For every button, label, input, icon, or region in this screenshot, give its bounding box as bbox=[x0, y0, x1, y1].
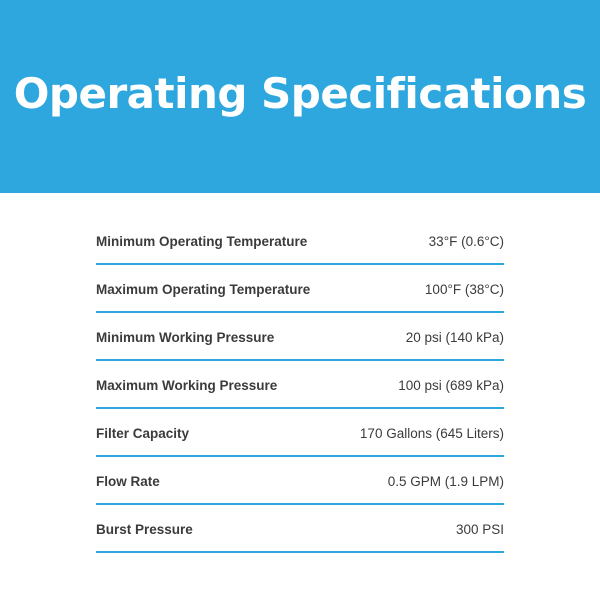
spec-value: 170 Gallons (645 Liters) bbox=[359, 426, 504, 441]
header-banner bbox=[0, 0, 600, 193]
spec-label: Maximum Working Pressure bbox=[96, 378, 278, 393]
spec-label: Maximum Operating Temperature bbox=[96, 282, 311, 297]
spec-label: Flow Rate bbox=[96, 474, 160, 489]
spec-label: Burst Pressure bbox=[96, 522, 193, 537]
spec-label: Minimum Working Pressure bbox=[96, 330, 275, 345]
spec-label: Minimum Operating Temperature bbox=[96, 234, 308, 249]
spec-row-min-operating-temp bbox=[96, 218, 504, 265]
spec-row-max-working-pressure bbox=[96, 362, 504, 409]
spec-row-burst-pressure bbox=[96, 506, 504, 553]
spec-label: Filter Capacity bbox=[96, 426, 190, 441]
spec-table bbox=[96, 218, 504, 553]
spec-value: 100 psi (689 kPa) bbox=[398, 378, 504, 393]
spec-row-min-working-pressure bbox=[96, 314, 504, 361]
spec-value: 100°F (38°C) bbox=[424, 282, 504, 297]
spec-row-flow-rate bbox=[96, 458, 504, 505]
spec-value: 300 PSI bbox=[455, 522, 504, 537]
spec-value: 0.5 GPM (1.9 LPM) bbox=[387, 474, 504, 489]
page-title: Operating Specifications bbox=[13, 69, 587, 118]
spec-row-filter-capacity bbox=[96, 410, 504, 457]
spec-row-max-operating-temp bbox=[96, 266, 504, 313]
spec-value: 20 psi (140 kPa) bbox=[405, 330, 504, 345]
spec-value: 33°F (0.6°C) bbox=[428, 234, 504, 249]
